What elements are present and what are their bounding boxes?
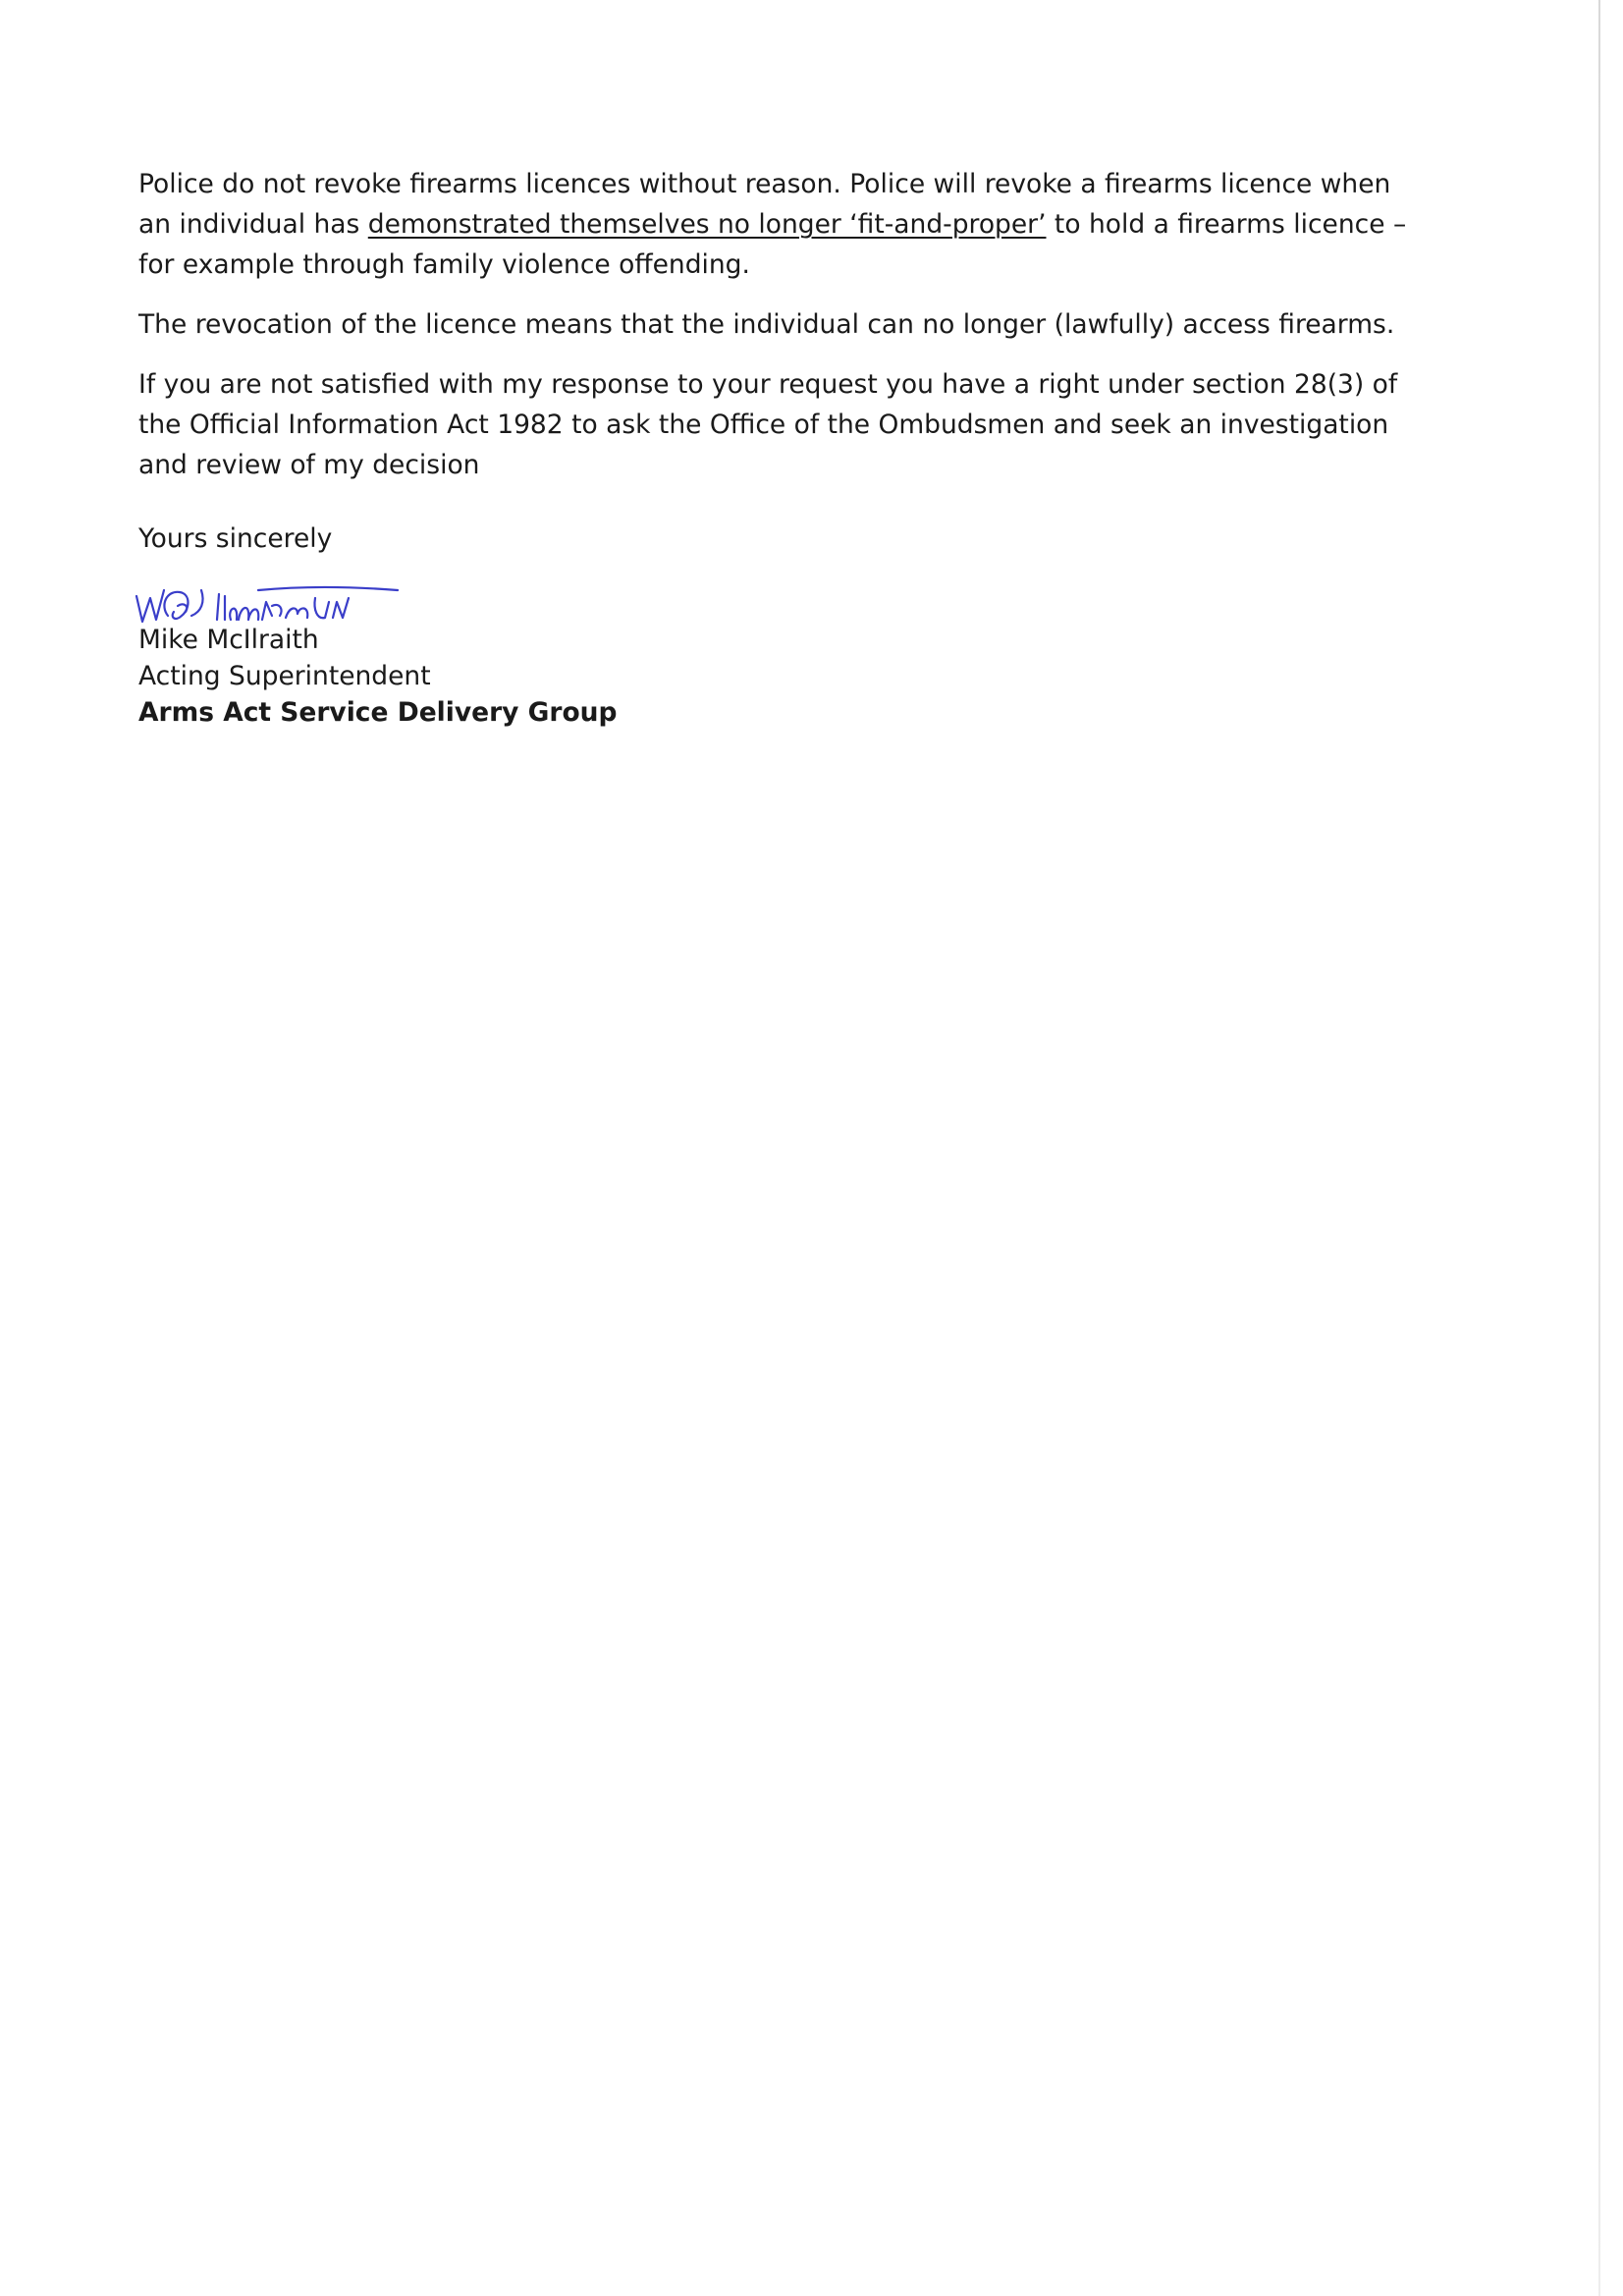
letter-body	[138, 164, 1415, 731]
paragraph-revocation-effect: The revocation of the licence means that the individual can no longer (lawfully) access firearms.	[138, 309, 1395, 340]
signatory-group: Arms Act Service Delivery Group	[138, 697, 618, 728]
paragraph-ombudsman-rights: If you are not satisfied with my response to your request you have a right under section 28(3) of the Official Information Act 1982 to ask the Office of the Ombudsmen and seek an investigation and review of my decision	[138, 369, 1398, 480]
signatory-name: Mike McIlraith	[138, 625, 319, 655]
closing-salutation: Yours sincerely	[138, 523, 333, 554]
fit-and-proper-phrase: demonstrated themselves no longer ‘fit-and-proper’	[367, 209, 1047, 240]
paragraph-revocation-reason	[138, 164, 1415, 285]
signatory-title: Acting Superintendent	[138, 661, 431, 691]
page-edge-shadow	[1598, 0, 1600, 2296]
paragraph-revocation-tail: to hold a firearms licence – for example through family violence offending.	[138, 209, 1407, 280]
signature-block	[138, 588, 1415, 731]
paragraph-revocation-lead: Police do not revoke firearms licences without reason. Police will revoke a firearms licence when an individual has	[138, 169, 1391, 240]
